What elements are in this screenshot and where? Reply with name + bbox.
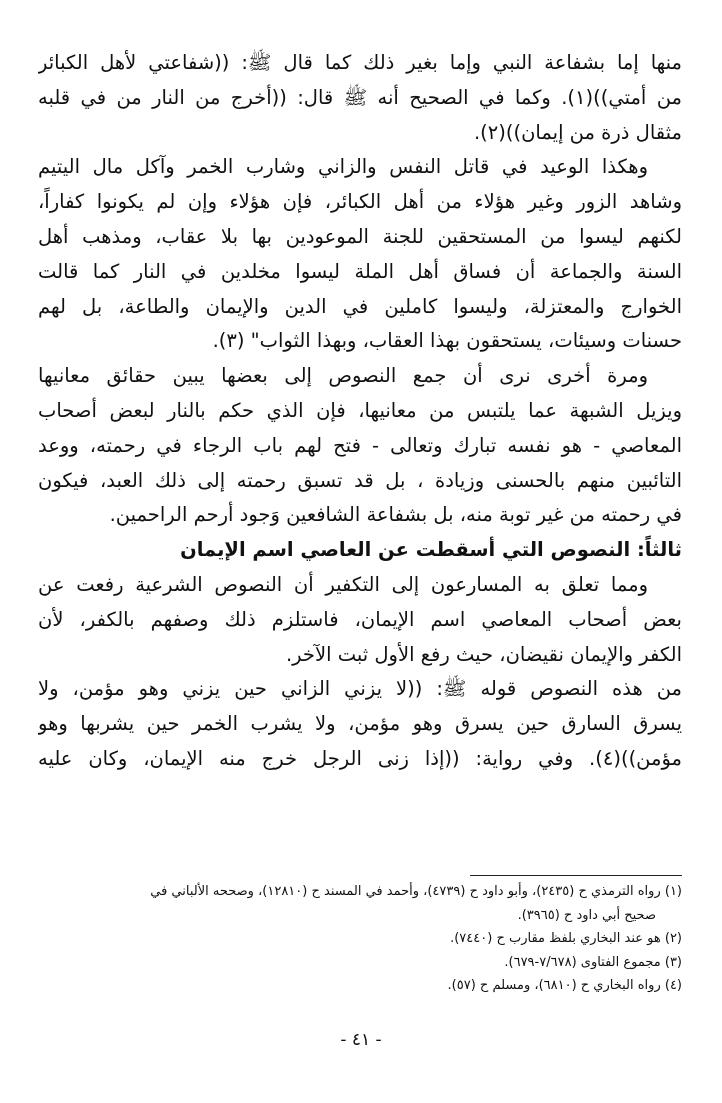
- text-line: ويزيل الشبهة عما يلتبس من معانيها، فإن الذي حكم بالنار لبعض أصحاب: [38, 398, 682, 422]
- text-line: وشاهد الزور وغير هؤلاء من أهل الكبائر، فإن هؤلاء وإن لم يكونوا كفاراً،: [38, 190, 682, 214]
- text-line: المعاصي - هو نفسه تبارك وتعالى - فتح لهم باب الرجاء في رحمته، ووعد: [38, 433, 682, 457]
- text-line: من أمتي))(١). وكما في الصحيح أنه ﷺ قال: ((أخرج من النار من في قلبه: [38, 85, 682, 109]
- text-line: منها إما بشفاعة النبي وإما بغير ذلك كما قال ﷺ: ((شفاعتي لأهل الكبائر: [38, 51, 682, 74]
- text-line: الكفر والإيمان نقيضان، حيث رفع الأول ثبت الآخر.: [285, 642, 682, 666]
- main-text: [38, 46, 682, 777]
- footnote: (٢) هو عند البخاري بلفظ مقارب ح (٧٤٤٠).: [450, 931, 682, 946]
- text-line: من هذه النصوص قوله ﷺ: ((لا يزني الزاني حين يزني وهو مؤمن، ولا: [38, 677, 682, 701]
- text-line: وهكذا الوعيد في قاتل النفس والزاني وشارب الخمر وآكل مال اليتيم: [38, 155, 648, 179]
- text-line: لكنهم ليسوا من المستحقين للجنة الموعودين بها بلا عقاب، ومذهب أهل: [38, 224, 682, 248]
- text-line: يسرق السارق حين يسرق وهو مؤمن، ولا يشرب الخمر حين يشربها وهو: [38, 712, 682, 736]
- footnote-divider: [470, 875, 682, 876]
- text-line: ومما تعلق به المسارعون إلى التكفير أن النصوص الشرعية رفعت عن: [38, 572, 648, 596]
- text-line: ومرة أخرى نرى أن جمع النصوص إلى بعضها يبين حقائق معانيها: [38, 364, 648, 388]
- text-line: الخوارج والمعتزلة، وليسوا كاملين في الدين والإيمان والطاعة، بل لهم: [38, 294, 682, 318]
- footnote: (١) رواه الترمذي ح (٢٤٣٥)، وأبو داود ح (٤٧٣٩)، وأحمد في المسند ح (١٢٨١٠)، وصححه الألباني في: [150, 884, 682, 899]
- text-line: حسنات وسيئات، يستحقون بهذا العقاب، وبهذا الثواب" (٣).: [212, 329, 682, 353]
- footnote-continuation: صحيح أبي داود ح (٣٩٦٥).: [517, 907, 656, 923]
- text-line: في رحمته من غير توبة منه، بل بشفاعة الشافعين وَجود أرحم الراحمين.: [109, 503, 682, 527]
- section-heading: ثالثاً: النصوص التي أسقطت عن العاصي اسم الإيمان: [180, 538, 682, 562]
- footnote: (٣) مجموع الفتاوى (٧/٦٧٨-٦٧٩).: [504, 954, 682, 970]
- page-number: - ٤١ -: [340, 1030, 382, 1050]
- text-line: مثقال ذرة من إيمان))(٢).: [473, 120, 682, 144]
- text-line: بعض أصحاب المعاصي اسم الإيمان، فاستلزم ذلك وصفهم بالكفر، لأن: [38, 607, 682, 631]
- text-line: التائبين منهم بالحسنى وزيادة ، بل قد تسبق رحمته إلى ذلك العبد، فيكون: [38, 468, 682, 492]
- footnotes: [38, 880, 682, 998]
- text-line: مؤمن))(٤). وفي رواية: ((إذا زنى الرجل خرج منه الإيمان، وكان عليه: [38, 746, 682, 770]
- text-line: السنة والجماعة أن فساق أهل الملة ليسوا مخلدين في النار كما قالت: [38, 259, 682, 283]
- footnote: (٤) رواه البخاري ح (٦٨١٠)، ومسلم ح (٥٧).: [447, 978, 682, 993]
